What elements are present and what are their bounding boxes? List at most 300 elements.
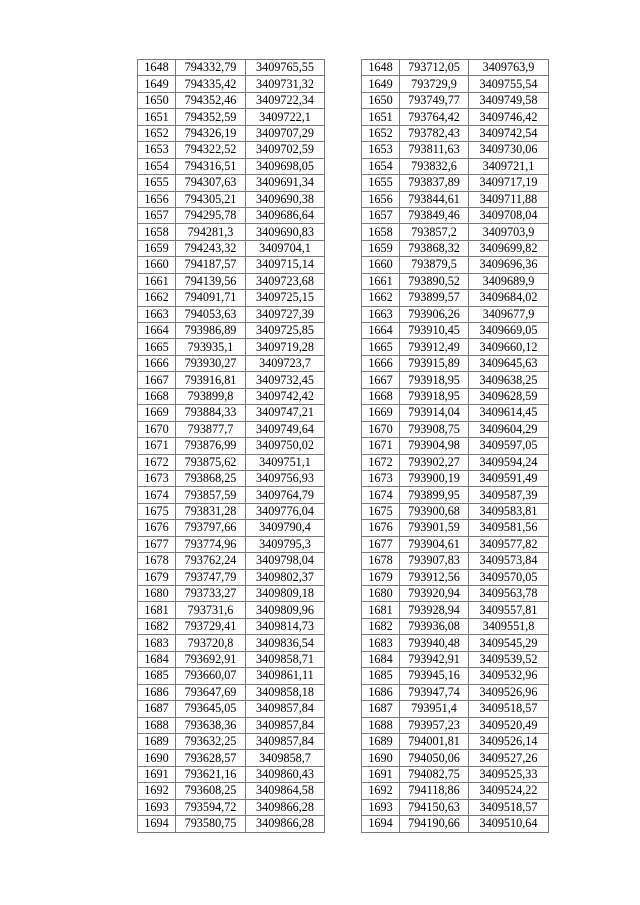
table-row (138, 470, 325, 486)
x-coordinate-cell: 793942,91 (400, 651, 469, 667)
point-number-cell: 1691 (362, 766, 400, 782)
point-number-cell: 1680 (362, 586, 400, 602)
x-coordinate-cell: 793764,42 (400, 109, 469, 125)
table-row (138, 109, 325, 125)
point-number-cell: 1686 (362, 684, 400, 700)
table-row (362, 355, 549, 371)
x-coordinate-cell: 794053,63 (176, 306, 246, 322)
table-row (138, 733, 325, 749)
x-coordinate-cell: 793749,77 (400, 92, 469, 108)
y-coordinate-cell: 3409518,57 (469, 701, 549, 717)
table-row (362, 766, 549, 782)
x-coordinate-cell: 793904,98 (400, 438, 469, 454)
point-number-cell: 1669 (362, 405, 400, 421)
table-row (362, 273, 549, 289)
y-coordinate-cell: 3409858,71 (246, 651, 325, 667)
table-row (138, 323, 325, 339)
x-coordinate-cell: 793645,05 (176, 701, 246, 717)
table-row (138, 142, 325, 158)
table-row (138, 635, 325, 651)
y-coordinate-cell: 3409614,45 (469, 405, 549, 421)
y-coordinate-cell: 3409711,88 (469, 191, 549, 207)
table-row (138, 76, 325, 92)
table-row (362, 635, 549, 651)
table-row (362, 142, 549, 158)
point-number-cell: 1666 (138, 355, 176, 371)
x-coordinate-cell: 793729,41 (176, 618, 246, 634)
point-number-cell: 1650 (362, 92, 400, 108)
y-coordinate-cell: 3409750,02 (246, 438, 325, 454)
point-number-cell: 1682 (138, 618, 176, 634)
point-number-cell: 1659 (362, 240, 400, 256)
y-coordinate-cell: 3409645,63 (469, 355, 549, 371)
y-coordinate-cell: 3409747,21 (246, 405, 325, 421)
table-row (362, 421, 549, 437)
y-coordinate-cell: 3409809,96 (246, 602, 325, 618)
table-row (362, 750, 549, 766)
point-number-cell: 1684 (362, 651, 400, 667)
y-coordinate-cell: 3409723,7 (246, 355, 325, 371)
y-coordinate-cell: 3409802,37 (246, 569, 325, 585)
point-number-cell: 1681 (362, 602, 400, 618)
table-row (362, 503, 549, 519)
point-number-cell: 1661 (362, 273, 400, 289)
coordinates-table-left-body (138, 60, 325, 833)
point-number-cell: 1663 (362, 306, 400, 322)
point-number-cell: 1662 (138, 290, 176, 306)
table-row (362, 438, 549, 454)
point-number-cell: 1664 (138, 323, 176, 339)
x-coordinate-cell: 793918,95 (400, 388, 469, 404)
y-coordinate-cell: 3409866,28 (246, 816, 325, 832)
x-coordinate-cell: 793947,74 (400, 684, 469, 700)
y-coordinate-cell: 3409702,59 (246, 142, 325, 158)
point-number-cell: 1678 (362, 553, 400, 569)
x-coordinate-cell: 793731,6 (176, 602, 246, 618)
point-number-cell: 1689 (362, 733, 400, 749)
point-number-cell: 1667 (362, 372, 400, 388)
x-coordinate-cell: 793621,16 (176, 766, 246, 782)
coordinates-table-right (361, 59, 549, 833)
point-number-cell: 1683 (138, 635, 176, 651)
table-row (362, 569, 549, 585)
point-number-cell: 1671 (362, 438, 400, 454)
y-coordinate-cell: 3409551,8 (469, 618, 549, 634)
point-number-cell: 1662 (362, 290, 400, 306)
table-row (362, 323, 549, 339)
y-coordinate-cell: 3409689,9 (469, 273, 549, 289)
table-row (362, 470, 549, 486)
x-coordinate-cell: 794281,3 (176, 224, 246, 240)
x-coordinate-cell: 793720,8 (176, 635, 246, 651)
table-row (138, 240, 325, 256)
x-coordinate-cell: 793879,5 (400, 257, 469, 273)
x-coordinate-cell: 793902,27 (400, 454, 469, 470)
y-coordinate-cell: 3409691,34 (246, 175, 325, 191)
y-coordinate-cell: 3409660,12 (469, 339, 549, 355)
table-row (138, 125, 325, 141)
table-row (138, 701, 325, 717)
point-number-cell: 1688 (138, 717, 176, 733)
table-row (138, 454, 325, 470)
point-number-cell: 1673 (138, 470, 176, 486)
table-row (138, 306, 325, 322)
y-coordinate-cell: 3409532,96 (469, 668, 549, 684)
point-number-cell: 1679 (138, 569, 176, 585)
point-number-cell: 1673 (362, 470, 400, 486)
table-row (362, 60, 549, 76)
x-coordinate-cell: 793628,57 (176, 750, 246, 766)
point-number-cell: 1671 (138, 438, 176, 454)
table-row (362, 290, 549, 306)
x-coordinate-cell: 793986,89 (176, 323, 246, 339)
table-row (138, 372, 325, 388)
table-row (362, 306, 549, 322)
table-row (138, 766, 325, 782)
x-coordinate-cell: 793904,61 (400, 536, 469, 552)
point-number-cell: 1653 (138, 142, 176, 158)
x-coordinate-cell: 793733,27 (176, 586, 246, 602)
point-number-cell: 1665 (362, 339, 400, 355)
point-number-cell: 1648 (138, 60, 176, 76)
table-row (138, 92, 325, 108)
y-coordinate-cell: 3409866,28 (246, 799, 325, 815)
table-row (138, 553, 325, 569)
y-coordinate-cell: 3409510,64 (469, 816, 549, 832)
point-number-cell: 1687 (138, 701, 176, 717)
x-coordinate-cell: 793907,83 (400, 553, 469, 569)
x-coordinate-cell: 794139,56 (176, 273, 246, 289)
x-coordinate-cell: 793747,79 (176, 569, 246, 585)
y-coordinate-cell: 3409518,57 (469, 799, 549, 815)
point-number-cell: 1670 (138, 421, 176, 437)
x-coordinate-cell: 793608,25 (176, 783, 246, 799)
table-row (362, 388, 549, 404)
point-number-cell: 1692 (138, 783, 176, 799)
y-coordinate-cell: 3409525,33 (469, 766, 549, 782)
y-coordinate-cell: 3409526,96 (469, 684, 549, 700)
y-coordinate-cell: 3409776,04 (246, 503, 325, 519)
point-number-cell: 1694 (138, 816, 176, 832)
point-number-cell: 1693 (362, 799, 400, 815)
x-coordinate-cell: 793580,75 (176, 816, 246, 832)
table-row (362, 553, 549, 569)
table-row (362, 207, 549, 223)
x-coordinate-cell: 794150,63 (400, 799, 469, 815)
point-number-cell: 1660 (138, 257, 176, 273)
y-coordinate-cell: 3409527,26 (469, 750, 549, 766)
point-number-cell: 1656 (362, 191, 400, 207)
point-number-cell: 1676 (138, 520, 176, 536)
table-row (138, 290, 325, 306)
x-coordinate-cell: 793899,57 (400, 290, 469, 306)
table-row (138, 207, 325, 223)
y-coordinate-cell: 3409861,11 (246, 668, 325, 684)
y-coordinate-cell: 3409795,3 (246, 536, 325, 552)
x-coordinate-cell: 793692,91 (176, 651, 246, 667)
point-number-cell: 1670 (362, 421, 400, 437)
y-coordinate-cell: 3409756,93 (246, 470, 325, 486)
y-coordinate-cell: 3409696,36 (469, 257, 549, 273)
x-coordinate-cell: 793660,07 (176, 668, 246, 684)
y-coordinate-cell: 3409858,18 (246, 684, 325, 700)
table-row (362, 520, 549, 536)
y-coordinate-cell: 3409573,84 (469, 553, 549, 569)
table-row (138, 618, 325, 634)
x-coordinate-cell: 793899,8 (176, 388, 246, 404)
y-coordinate-cell: 3409749,58 (469, 92, 549, 108)
x-coordinate-cell: 793868,25 (176, 470, 246, 486)
y-coordinate-cell: 3409864,58 (246, 783, 325, 799)
x-coordinate-cell: 793928,94 (400, 602, 469, 618)
table-row (138, 799, 325, 815)
y-coordinate-cell: 3409703,9 (469, 224, 549, 240)
y-coordinate-cell: 3409857,84 (246, 733, 325, 749)
table-row (138, 651, 325, 667)
point-number-cell: 1656 (138, 191, 176, 207)
point-number-cell: 1667 (138, 372, 176, 388)
table-row (362, 536, 549, 552)
y-coordinate-cell: 3409725,85 (246, 323, 325, 339)
y-coordinate-cell: 3409698,05 (246, 158, 325, 174)
table-row (138, 339, 325, 355)
y-coordinate-cell: 3409809,18 (246, 586, 325, 602)
x-coordinate-cell: 793857,2 (400, 224, 469, 240)
x-coordinate-cell: 794332,79 (176, 60, 246, 76)
x-coordinate-cell: 794326,19 (176, 125, 246, 141)
y-coordinate-cell: 3409858,7 (246, 750, 325, 766)
x-coordinate-cell: 793877,7 (176, 421, 246, 437)
table-row (138, 175, 325, 191)
point-number-cell: 1651 (138, 109, 176, 125)
y-coordinate-cell: 3409751,1 (246, 454, 325, 470)
x-coordinate-cell: 793868,32 (400, 240, 469, 256)
table-row (362, 240, 549, 256)
point-number-cell: 1684 (138, 651, 176, 667)
y-coordinate-cell: 3409727,39 (246, 306, 325, 322)
point-number-cell: 1669 (138, 405, 176, 421)
table-row (362, 454, 549, 470)
x-coordinate-cell: 794322,52 (176, 142, 246, 158)
x-coordinate-cell: 793712,05 (400, 60, 469, 76)
y-coordinate-cell: 3409587,39 (469, 487, 549, 503)
point-number-cell: 1693 (138, 799, 176, 815)
point-number-cell: 1658 (138, 224, 176, 240)
point-number-cell: 1657 (362, 207, 400, 223)
y-coordinate-cell: 3409699,82 (469, 240, 549, 256)
y-coordinate-cell: 3409722,34 (246, 92, 325, 108)
x-coordinate-cell: 793844,61 (400, 191, 469, 207)
point-number-cell: 1659 (138, 240, 176, 256)
y-coordinate-cell: 3409721,1 (469, 158, 549, 174)
x-coordinate-cell: 793797,66 (176, 520, 246, 536)
point-number-cell: 1649 (138, 76, 176, 92)
y-coordinate-cell: 3409557,81 (469, 602, 549, 618)
y-coordinate-cell: 3409742,42 (246, 388, 325, 404)
x-coordinate-cell: 794082,75 (400, 766, 469, 782)
x-coordinate-cell: 793940,48 (400, 635, 469, 651)
point-number-cell: 1665 (138, 339, 176, 355)
x-coordinate-cell: 793945,16 (400, 668, 469, 684)
point-number-cell: 1652 (138, 125, 176, 141)
x-coordinate-cell: 793906,26 (400, 306, 469, 322)
y-coordinate-cell: 3409545,29 (469, 635, 549, 651)
point-number-cell: 1664 (362, 323, 400, 339)
x-coordinate-cell: 793638,36 (176, 717, 246, 733)
table-row (138, 668, 325, 684)
point-number-cell: 1655 (138, 175, 176, 191)
table-row (138, 355, 325, 371)
x-coordinate-cell: 793890,52 (400, 273, 469, 289)
y-coordinate-cell: 3409746,42 (469, 109, 549, 125)
point-number-cell: 1666 (362, 355, 400, 371)
point-number-cell: 1686 (138, 684, 176, 700)
x-coordinate-cell: 793782,43 (400, 125, 469, 141)
y-coordinate-cell: 3409715,14 (246, 257, 325, 273)
point-number-cell: 1650 (138, 92, 176, 108)
table-row (362, 191, 549, 207)
table-row (362, 372, 549, 388)
table-row (362, 158, 549, 174)
point-number-cell: 1680 (138, 586, 176, 602)
x-coordinate-cell: 793912,56 (400, 569, 469, 585)
table-row (138, 750, 325, 766)
point-number-cell: 1658 (362, 224, 400, 240)
x-coordinate-cell: 793900,68 (400, 503, 469, 519)
y-coordinate-cell: 3409677,9 (469, 306, 549, 322)
point-number-cell: 1652 (362, 125, 400, 141)
y-coordinate-cell: 3409628,59 (469, 388, 549, 404)
y-coordinate-cell: 3409597,05 (469, 438, 549, 454)
y-coordinate-cell: 3409690,38 (246, 191, 325, 207)
y-coordinate-cell: 3409669,05 (469, 323, 549, 339)
x-coordinate-cell: 793901,59 (400, 520, 469, 536)
table-row (362, 175, 549, 191)
y-coordinate-cell: 3409581,56 (469, 520, 549, 536)
point-number-cell: 1674 (362, 487, 400, 503)
x-coordinate-cell: 793832,6 (400, 158, 469, 174)
table-row (362, 684, 549, 700)
table-row (138, 158, 325, 174)
point-number-cell: 1681 (138, 602, 176, 618)
x-coordinate-cell: 793914,04 (400, 405, 469, 421)
x-coordinate-cell: 793762,24 (176, 553, 246, 569)
x-coordinate-cell: 794295,78 (176, 207, 246, 223)
point-number-cell: 1675 (138, 503, 176, 519)
y-coordinate-cell: 3409732,45 (246, 372, 325, 388)
y-coordinate-cell: 3409591,49 (469, 470, 549, 486)
x-coordinate-cell: 793857,59 (176, 487, 246, 503)
x-coordinate-cell: 793957,23 (400, 717, 469, 733)
point-number-cell: 1675 (362, 503, 400, 519)
x-coordinate-cell: 793811,63 (400, 142, 469, 158)
point-number-cell: 1685 (362, 668, 400, 684)
table-row (138, 816, 325, 832)
y-coordinate-cell: 3409814,73 (246, 618, 325, 634)
table-row (138, 520, 325, 536)
x-coordinate-cell: 793920,94 (400, 586, 469, 602)
point-number-cell: 1690 (362, 750, 400, 766)
point-number-cell: 1651 (362, 109, 400, 125)
x-coordinate-cell: 793918,95 (400, 372, 469, 388)
y-coordinate-cell: 3409524,22 (469, 783, 549, 799)
point-number-cell: 1648 (362, 60, 400, 76)
table-row (138, 257, 325, 273)
y-coordinate-cell: 3409577,82 (469, 536, 549, 552)
table-row (138, 503, 325, 519)
x-coordinate-cell: 794187,57 (176, 257, 246, 273)
table-row (362, 109, 549, 125)
y-coordinate-cell: 3409725,15 (246, 290, 325, 306)
x-coordinate-cell: 794335,42 (176, 76, 246, 92)
table-row (138, 586, 325, 602)
x-coordinate-cell: 794316,51 (176, 158, 246, 174)
point-number-cell: 1672 (362, 454, 400, 470)
table-row (362, 651, 549, 667)
coordinates-table-left (137, 59, 325, 833)
table-row (362, 733, 549, 749)
table-row (362, 668, 549, 684)
table-row (362, 487, 549, 503)
y-coordinate-cell: 3409563,78 (469, 586, 549, 602)
x-coordinate-cell: 794352,59 (176, 109, 246, 125)
point-number-cell: 1690 (138, 750, 176, 766)
point-number-cell: 1692 (362, 783, 400, 799)
table-row (362, 125, 549, 141)
point-number-cell: 1683 (362, 635, 400, 651)
x-coordinate-cell: 794243,32 (176, 240, 246, 256)
y-coordinate-cell: 3409570,05 (469, 569, 549, 585)
y-coordinate-cell: 3409604,29 (469, 421, 549, 437)
x-coordinate-cell: 793875,62 (176, 454, 246, 470)
point-number-cell: 1688 (362, 717, 400, 733)
x-coordinate-cell: 794307,63 (176, 175, 246, 191)
point-number-cell: 1660 (362, 257, 400, 273)
x-coordinate-cell: 793729,9 (400, 76, 469, 92)
y-coordinate-cell: 3409798,04 (246, 553, 325, 569)
y-coordinate-cell: 3409520,49 (469, 717, 549, 733)
y-coordinate-cell: 3409638,25 (469, 372, 549, 388)
point-number-cell: 1649 (362, 76, 400, 92)
point-number-cell: 1672 (138, 454, 176, 470)
y-coordinate-cell: 3409690,83 (246, 224, 325, 240)
x-coordinate-cell: 793849,46 (400, 207, 469, 223)
table-row (362, 339, 549, 355)
y-coordinate-cell: 3409836,54 (246, 635, 325, 651)
x-coordinate-cell: 793899,95 (400, 487, 469, 503)
table-row (362, 618, 549, 634)
y-coordinate-cell: 3409704,1 (246, 240, 325, 256)
x-coordinate-cell: 793884,33 (176, 405, 246, 421)
point-number-cell: 1691 (138, 766, 176, 782)
point-number-cell: 1676 (362, 520, 400, 536)
x-coordinate-cell: 793632,25 (176, 733, 246, 749)
x-coordinate-cell: 793951,4 (400, 701, 469, 717)
point-number-cell: 1694 (362, 816, 400, 832)
table-row (362, 224, 549, 240)
x-coordinate-cell: 793774,96 (176, 536, 246, 552)
table-row (362, 783, 549, 799)
point-number-cell: 1678 (138, 553, 176, 569)
point-number-cell: 1677 (362, 536, 400, 552)
table-row (362, 717, 549, 733)
table-row (362, 586, 549, 602)
x-coordinate-cell: 794001,81 (400, 733, 469, 749)
y-coordinate-cell: 3409583,81 (469, 503, 549, 519)
table-row (362, 92, 549, 108)
table-row (138, 388, 325, 404)
x-coordinate-cell: 793930,27 (176, 355, 246, 371)
